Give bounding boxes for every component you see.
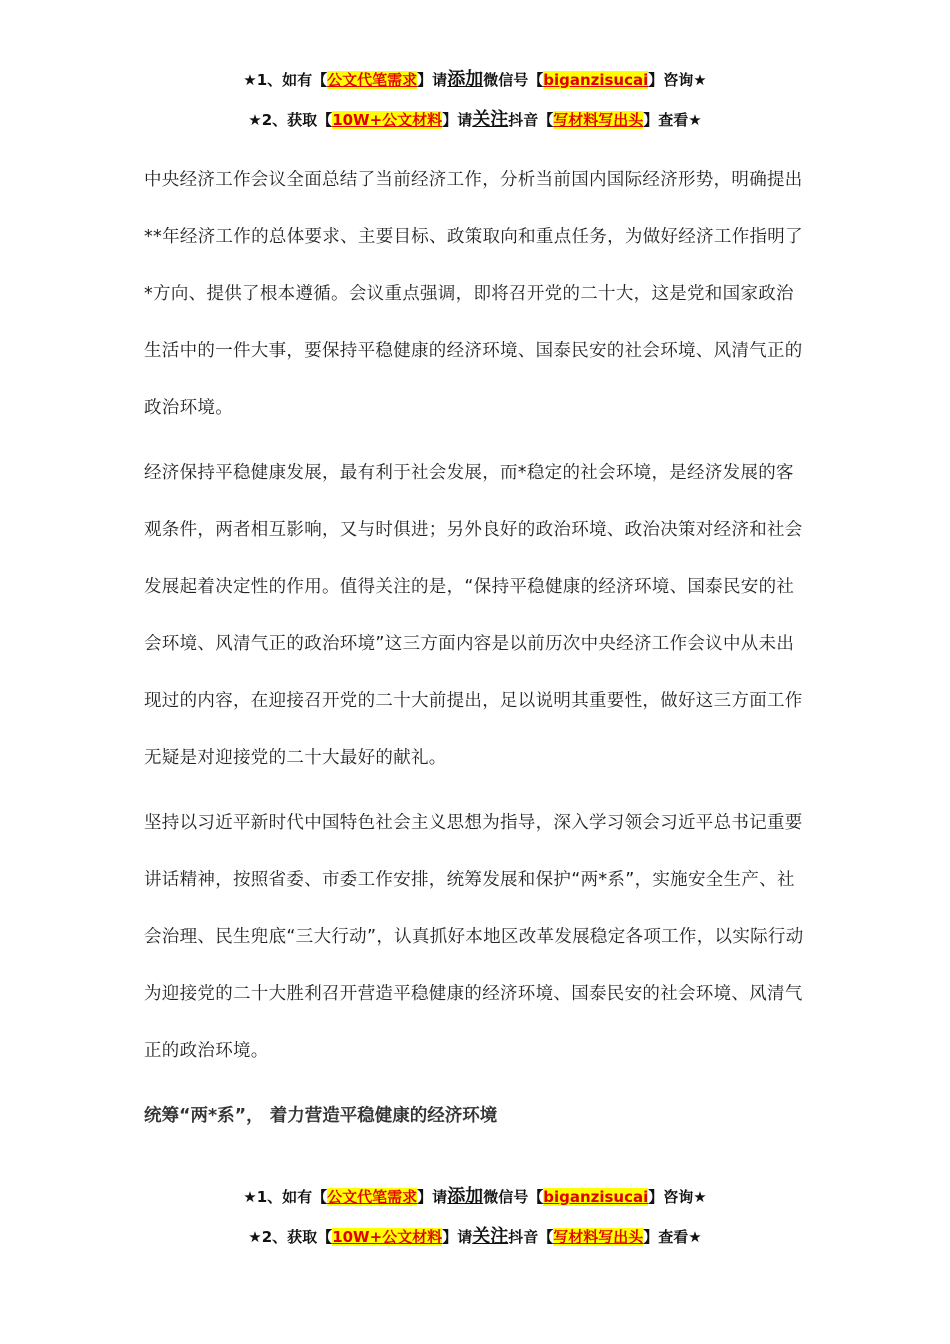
paragraph-2: 经济保持平稳健康发展，最有利于社会发展，而*稳定的社会环境，是经济发展的客观条件，两者相互影响，又与时俱进；另外良好的政治环境、政治决策对经济和社会发展起着决定性的作用。值得关注的是，“保持平稳健康的经济环境、国泰民安的社会环境、风清气正的政治环境”这三方面内容是以前历次中央经济工作会议中从未出现过的内容，在迎接召开党的二十大前提出，足以说明其重要性，做好这三方面工作无疑是对迎接党的二十大最好的献礼。 xyxy=(144,463,803,768)
douyin-id-highlight: 写材料写出头 xyxy=(553,111,644,129)
document-body xyxy=(144,152,809,1145)
banner-line-2: ★2、获取【10W+公文材料】请关注抖音【写材料写出头】查看★ xyxy=(248,109,702,130)
paragraph-3: 坚持以习近平新时代中国特色社会主义思想为指导，深入学习领会习近平总书记重要讲话精神，按照省委、市委工作安排，统筹发展和保护“两*系”，实施安全生产、社会治理、民生兜底“三大行动”，认真抓好本地区改革发展稳定各项工作，以实际行动为迎接党的二十大胜利召开营造平稳健康的经济环境、国泰民安的社会环境、风清气正的政治环境。 xyxy=(144,813,804,1061)
material-highlight: 10W+公文材料 xyxy=(332,1228,443,1246)
paragraph-1: 中央经济工作会议全面总结了当前经济工作，分析当前国内国际经济形势，明确提出**年经济工作的总体要求、主要目标、政策取向和重点任务，为做好经济工作指明了*方向、提供了根本遵循。会议重点强调，即将召开党的二十大，这是党和国家政治生活中的一件大事，要保持平稳健康的经济环境、国泰民安的社会环境、风清气正的政治环境。 xyxy=(144,170,803,418)
follow-emphasis: 关注 xyxy=(472,1226,509,1247)
star-icon: ★ xyxy=(693,1188,707,1206)
star-icon: ★ xyxy=(248,111,262,129)
star-icon: ★ xyxy=(248,1228,262,1246)
star-icon: ★ xyxy=(693,71,707,89)
banner-line-1: ★1、如有【公文代笔需求】请添加微信号【biganzisucai】咨询★ xyxy=(243,69,707,90)
add-emphasis: 添加 xyxy=(447,69,484,90)
header-banner xyxy=(0,64,950,144)
star-icon: ★ xyxy=(688,1228,702,1246)
star-icon: ★ xyxy=(688,111,702,129)
follow-emphasis: 关注 xyxy=(472,109,509,130)
material-highlight: 10W+公文材料 xyxy=(332,111,443,129)
footer-banner xyxy=(0,1181,950,1261)
add-emphasis: 添加 xyxy=(447,1186,484,1207)
banner-line-1: ★1、如有【公文代笔需求】请添加微信号【biganzisucai】咨询★ xyxy=(243,1186,707,1207)
service-highlight: 公文代笔需求 xyxy=(327,1188,418,1206)
wechat-id-highlight: biganzisucai xyxy=(543,1188,649,1206)
douyin-id-highlight: 写材料写出头 xyxy=(553,1228,644,1246)
wechat-id-highlight: biganzisucai xyxy=(543,71,649,89)
service-highlight: 公文代笔需求 xyxy=(327,71,418,89)
section-heading: 统筹“两*系”， 着力营造平稳健康的经济环境 xyxy=(144,1106,498,1126)
banner-line-2: ★2、获取【10W+公文材料】请关注抖音【写材料写出头】查看★ xyxy=(248,1226,702,1247)
star-icon: ★ xyxy=(243,71,257,89)
star-icon: ★ xyxy=(243,1188,257,1206)
